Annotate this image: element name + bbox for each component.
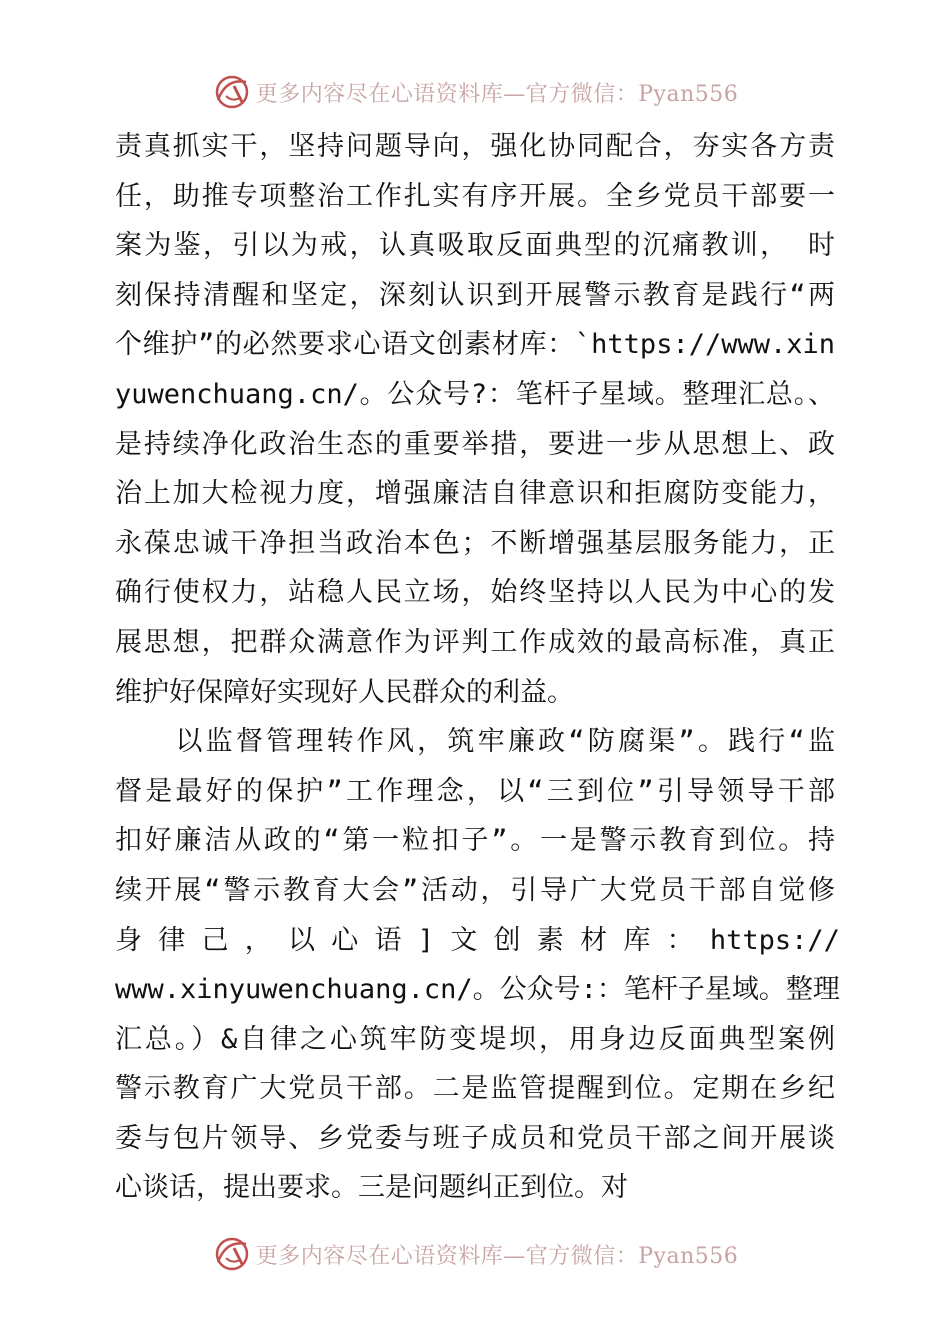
- text-line: 责真抓实干，坚持问题导向，强化协同配合，夯实各方责: [115, 131, 835, 162]
- text-line: 治上加大检视力度，增强廉洁自律意识和拒腐防变能力，: [115, 478, 835, 510]
- text-line: 确行使权力，站稳人民立场，始终坚持以人民为中心的发: [115, 577, 835, 609]
- text-line: 督是最好的保护”工作理念，以“三到位”引导领导干部: [115, 775, 835, 807]
- text-line: 刻保持清醒和坚定，深刻认识到开展警示教育是践行“两: [115, 279, 835, 311]
- pen-logo-icon: [212, 72, 252, 112]
- text-line: 心谈话，提出要求。三是问题纠正到位。对: [115, 1172, 628, 1204]
- text-line: 展思想，把群众满意作为评判工作成效的最高标准，真正: [115, 626, 835, 658]
- text-line: 汇总。）&自律之心筑牢防变堤坝，用身边反面典型案例: [115, 1023, 835, 1055]
- text-line: www.xinyuwenchuang.cn/。公众号:：笔杆子星域。整理: [115, 974, 840, 1006]
- text-line: 续开展“警示教育大会”活动，引导广大党员干部自觉修: [115, 874, 835, 906]
- text-line: 警示教育广大党员干部。二是监管提醒到位。定期在乡纪: [115, 1073, 835, 1105]
- text-line: 永葆忠诚干净担当政治本色；不断增强基层服务能力，正: [115, 527, 835, 559]
- paragraph-2: [115, 717, 840, 1213]
- header-watermark-banner: [0, 72, 950, 112]
- text-line: 扣好廉洁从政的“第一粒扣子”。一是警示教育到位。持: [115, 825, 835, 857]
- text-line: 维护好保障好实现好人民群众的利益。: [115, 676, 574, 708]
- header-watermark-text: 更多内容尽在心语资料库—官方微信：Pyan556: [255, 81, 739, 107]
- text-line: 个维护”的必然要求心语文创素材库：`https://www.xin: [115, 329, 835, 361]
- paragraph-1: [115, 122, 835, 717]
- footer-watermark-banner: [0, 1234, 950, 1274]
- text-line: 案为鉴，引以为戒，认真吸取反面典型的沉痛教训， 时: [115, 230, 835, 262]
- text-line: yuwenchuang.cn/。公众号?：笔杆子星域。整理汇总。、: [115, 378, 835, 410]
- footer-watermark-text: 更多内容尽在心语资料库—官方微信：Pyan556: [255, 1243, 739, 1269]
- text-line: 身 律 己 ， 以 心 语 ] 文 创 素 材 库 ： https://: [115, 924, 840, 956]
- body-text: [115, 122, 840, 1213]
- text-line: 委与包片领导、乡党委与班子成员和党员干部之间开展谈: [115, 1122, 835, 1154]
- text-line: 任，助推专项整治工作扎实有序开展。全乡党员干部要一: [115, 180, 835, 212]
- pen-logo-icon: [212, 1234, 252, 1274]
- text-line: 是持续净化政治生态的重要举措，要进一步从思想上、政: [115, 428, 835, 460]
- text-line: 以监督管理转作风，筑牢廉政“防腐渠”。践行“监: [115, 726, 835, 758]
